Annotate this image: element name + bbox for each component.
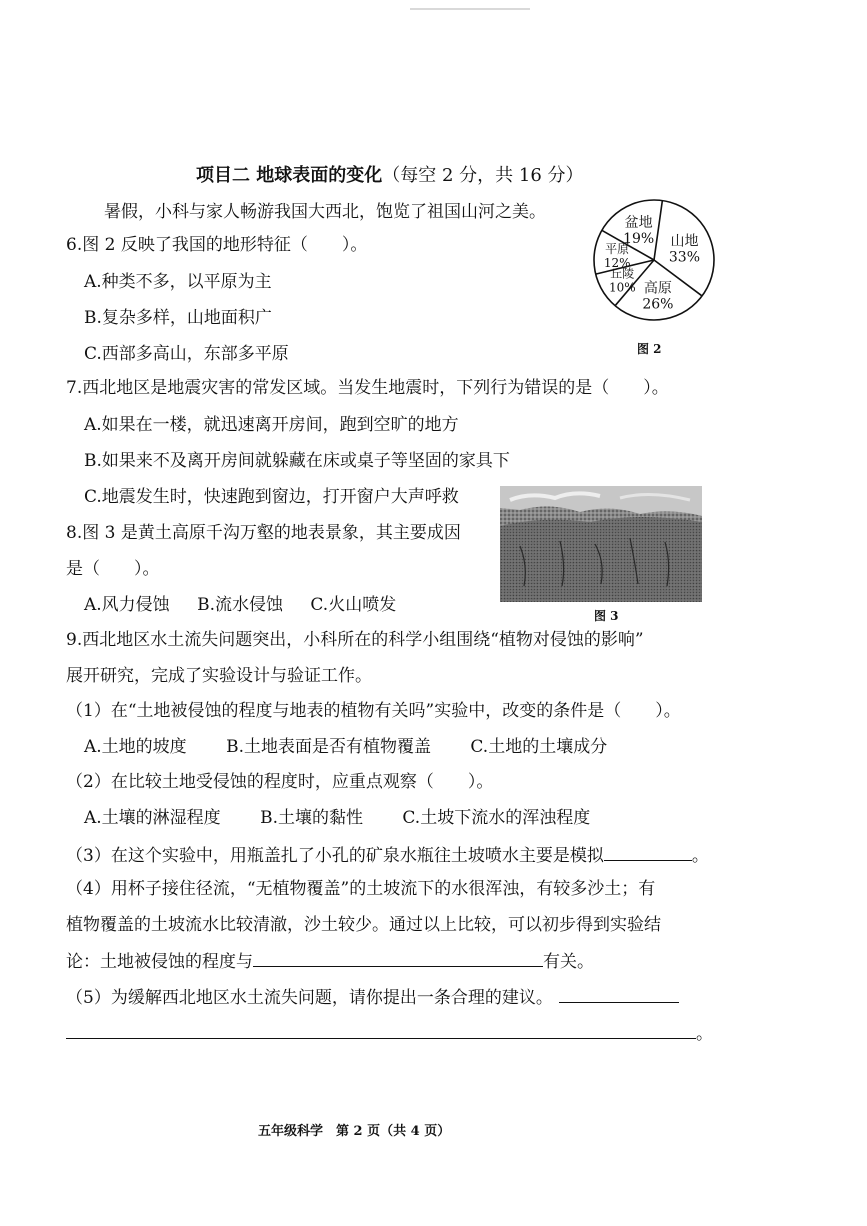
q9-sub5-text: （5）为缓解西北地区水土流失问题，请你提出一条合理的建议。 [66,988,553,1008]
q9-stem-line1: 9.西北地区水土流失问题突出，小科所在的科学小组围绕“植物对侵蚀的影响” [66,630,644,650]
q9-sub2: （2）在比较土地受侵蚀的程度时，应重点观察（ ）。 [66,772,494,792]
pie-slice-label: 高原 [643,280,672,297]
pie-slice-label: 盆地 [624,214,653,231]
q9-sub1: （1）在“土地被侵蚀的程度与地表的植物有关吗”实验中，改变的条件是（ ）。 [66,701,681,721]
q9-sub2-option-c: C.土坡下流水的浑浊程度 [402,808,591,828]
q9-sub4-end: 有关。 [543,952,594,972]
figure3-caption: 图 3 [594,609,619,623]
pie-slice-value: 19% [623,230,655,247]
q9-sub4-answer-blank[interactable] [253,948,543,967]
q9-sub4-line2: 植物覆盖的土坡流水比较清澈，沙土较少。通过以上比较，可以初步得到实验结 [66,915,661,935]
q7-stem: 7.西北地区是地震灾害的常发区域。当发生地震时，下列行为错误的是（ ）。 [66,378,669,398]
pie-slice-label: 丘陵 [610,266,635,281]
q9-sub5-line2 [66,1020,713,1046]
q8-stem-line1: 8.图 3 是黄土高原千沟万壑的地表景象，其主要成因 [66,523,461,543]
q9-sub3-period: 。 [691,846,709,866]
q9-sub5-period: 。 [696,1024,713,1044]
q9-stem-line2: 展开研究，完成了实验设计与验证工作。 [66,666,372,686]
q9-sub3-answer-blank[interactable] [604,842,692,861]
section-intro: 暑假，小科与家人畅游我国大西北，饱览了祖国山河之美。 [104,202,546,222]
figure2-caption: 图 2 [637,342,662,356]
q6-option-a: A.种类不多，以平原为主 [84,272,272,292]
terrain-pie-chart [576,196,731,326]
q9-sub1-options [84,735,607,759]
q9-sub4-text: 论：土地被侵蚀的程度与 [66,952,253,972]
q6-option-b: B.复杂多样，山地面积广 [84,308,272,328]
pie-slice-label: 平原 [605,241,630,256]
q9-sub4-line3 [66,948,594,974]
q8-option-a: A.风力侵蚀 [84,595,170,615]
pie-slice-1-edge [654,201,662,260]
q9-sub1-option-b: B.土地表面是否有植物覆盖 [226,737,431,757]
pie-slice-label: 山地 [670,233,699,250]
section-title-note: （每空 2 分，共 16 分） [382,165,584,186]
q9-sub2-option-a: A.土壤的淋湿程度 [84,808,221,828]
scan-mark [410,8,530,10]
q9-sub5 [66,984,679,1010]
pie-slice-value: 12% [603,255,631,270]
q9-sub2-option-b: B.土壤的黏性 [260,808,363,828]
q9-sub3-text: （3）在这个实验中，用瓶盖扎了小孔的矿泉水瓶往土坡喷水主要是模拟 [66,846,604,866]
page-footer: 五年级科学 第 2 页（共 4 页） [258,1124,451,1139]
q6-option-c: C.西部多高山，东部多平原 [84,344,289,364]
q7-option-b: B.如果来不及离开房间就躲藏在床或桌子等坚固的家具下 [84,451,510,471]
q9-sub1-option-a: A.土地的坡度 [84,737,187,757]
pie-slice-value: 10% [608,280,636,295]
q8-option-b: B.流水侵蚀 [197,595,283,615]
q9-sub4-line1: （4）用杯子接住径流，“无植物覆盖”的土坡流下的水很浑浊，有较多沙土；有 [66,879,656,899]
q6-stem: 6.图 2 反映了我国的地形特征（ ）。 [66,235,368,255]
q7-option-c: C.地震发生时，快速跑到窗边，打开窗户大声呼救 [84,487,459,507]
q8-stem-line2: 是（ ）。 [66,559,160,579]
q9-sub5-answer-blank-1[interactable] [559,984,679,1003]
q9-sub2-options [84,806,590,830]
q9-sub3 [66,842,709,868]
q8-options [84,593,396,617]
q9-sub5-answer-blank-2[interactable] [66,1020,696,1039]
section-title [196,164,584,188]
pie-slice-value: 33% [668,249,701,266]
loess-plateau-photo [500,486,702,602]
q8-option-c: C.火山喷发 [310,595,397,615]
pie-slice-value: 26% [642,296,674,313]
section-title-bold: 项目二 地球表面的变化 [196,165,383,186]
q9-sub1-option-c: C.土地的土壤成分 [470,737,608,757]
q7-option-a: A.如果在一楼，就迅速离开房间，跑到空旷的地方 [84,415,459,435]
